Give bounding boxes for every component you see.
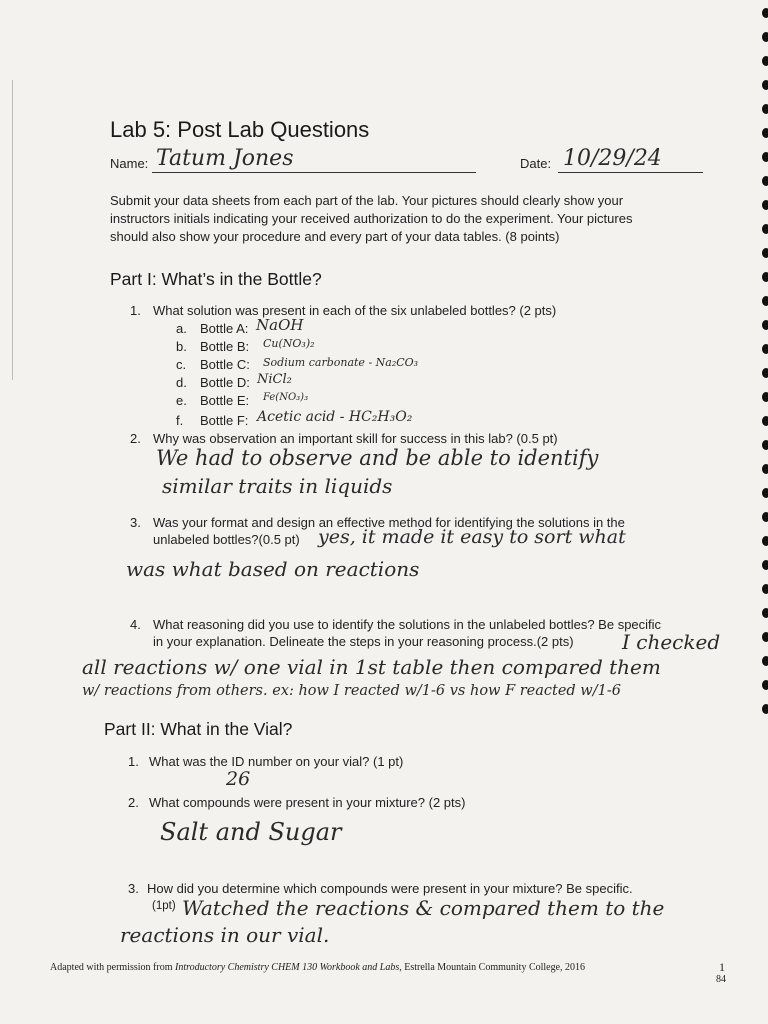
q2-number: 2. — [130, 431, 141, 446]
page-number-alt: 84 — [716, 974, 726, 985]
page-title: Lab 5: Post Lab Questions — [110, 117, 370, 142]
part2-heading: Part II: What in the Vial? — [104, 719, 293, 739]
date-value: 10/29/24 — [563, 146, 662, 171]
bottle-e-answer: Fe(NO₃)₃ — [263, 392, 309, 403]
q2-text: Why was observation an important skill for success in this lab? (0.5 pt) — [153, 431, 558, 446]
footer-citation — [50, 962, 585, 973]
bottle-d-answer: NiCl₂ — [257, 372, 292, 387]
bottle-b-label: Bottle B: — [200, 339, 250, 354]
q4-text-line2: in your explanation. Delineate the steps in your reasoning process.(2 pts) — [153, 634, 574, 649]
bottle-a-letter: a. — [176, 321, 187, 336]
bottle-c-letter: c. — [176, 357, 187, 372]
intro-paragraph: Submit your data sheets from each part of the lab. Your pictures should clearly show your instructors initials indicating your received authorization to do the experiment. Your pictures should also show your procedure and every part of your data tables. (8 points) — [110, 193, 633, 244]
bottle-c-label: Bottle C: — [200, 357, 250, 372]
footer-suffix: , Estrella Mountain Community College, 2016 — [399, 962, 586, 973]
q2-answer-line1: We had to observe and be able to identify — [156, 446, 599, 470]
q3-answer-line2: was what based on reactions — [126, 557, 420, 581]
bottle-f-label: Bottle F: — [200, 413, 249, 428]
bottle-c-answer: Sodium carbonate - Na₂CO₃ — [263, 356, 419, 369]
p2-q3-answer-line2: reactions in our vial. — [120, 923, 330, 947]
q2-answer-line2: similar traits in liquids — [162, 474, 393, 498]
p2-q2-text: What compounds were present in your mixture? (2 pts) — [149, 795, 466, 810]
p2-q3-answer-line1: Watched the reactions & compared them to the — [182, 896, 665, 920]
q1-number: 1. — [130, 303, 141, 318]
p2-q3-text-line2: (1pt) — [152, 900, 176, 912]
bottle-a-label: Bottle A: — [200, 321, 249, 336]
bottle-b-letter: b. — [176, 339, 187, 354]
name-value: Tatum Jones — [156, 146, 294, 171]
q4-number: 4. — [130, 617, 141, 632]
bottle-b-answer: Cu(NO₃)₂ — [263, 337, 315, 350]
q4-text-line1: What reasoning did you use to identify the solutions in the unlabeled bottles? Be specific — [153, 617, 662, 632]
p2-q3-number: 3. — [128, 881, 139, 896]
q4-answer-line3: w/ reactions from others. ex: how I reacted w/1-6 vs how F reacted w/1-6 — [82, 683, 621, 699]
q4-answer-line2: all reactions w/ one vial in 1st table then compared them — [82, 655, 661, 679]
q3-number: 3. — [130, 515, 141, 530]
p2-q3-text-line1: How did you determine which compounds were present in your mixture? Be specific. — [147, 881, 633, 896]
page-number: 1 — [719, 960, 725, 974]
p2-q2-answer: Salt and Sugar — [160, 818, 342, 846]
q3-text-line2: unlabeled bottles?(0.5 pt) — [153, 532, 300, 547]
bottle-e-letter: e. — [176, 393, 187, 408]
bottle-d-label: Bottle D: — [200, 375, 250, 390]
part1-heading: Part I: What’s in the Bottle? — [110, 269, 322, 289]
q4-answer-line1: I checked — [622, 630, 721, 654]
bottle-a-answer: NaOH — [256, 316, 304, 334]
p2-q1-number: 1. — [128, 754, 139, 769]
name-underline — [152, 172, 476, 173]
date-underline — [558, 172, 703, 173]
p2-q2-number: 2. — [128, 795, 139, 810]
bottle-e-label: Bottle E: — [200, 393, 250, 408]
date-label: Date: — [520, 156, 552, 171]
footer-prefix: Adapted with permission from — [50, 962, 175, 973]
left-margin-mark — [12, 80, 13, 380]
bottle-f-letter: f. — [176, 413, 184, 428]
name-label: Name: — [110, 156, 149, 171]
bottle-f-answer: Acetic acid - HC₂H₃O₂ — [257, 409, 413, 425]
p2-q1-answer: 26 — [226, 768, 251, 790]
q3-answer-line1: yes, it made it easy to sort what — [318, 526, 626, 548]
p2-q1-text: What was the ID number on your vial? (1 pt) — [149, 754, 404, 769]
q3-text-line1: Was your format and design an effective method for identifying the solutions in the — [153, 515, 625, 530]
q1-text: What solution was present in each of the six unlabeled bottles? (2 pts) — [153, 303, 557, 318]
footer-book-title: Introductory Chemistry CHEM 130 Workbook and Labs — [174, 962, 400, 973]
bottle-d-letter: d. — [176, 375, 187, 390]
